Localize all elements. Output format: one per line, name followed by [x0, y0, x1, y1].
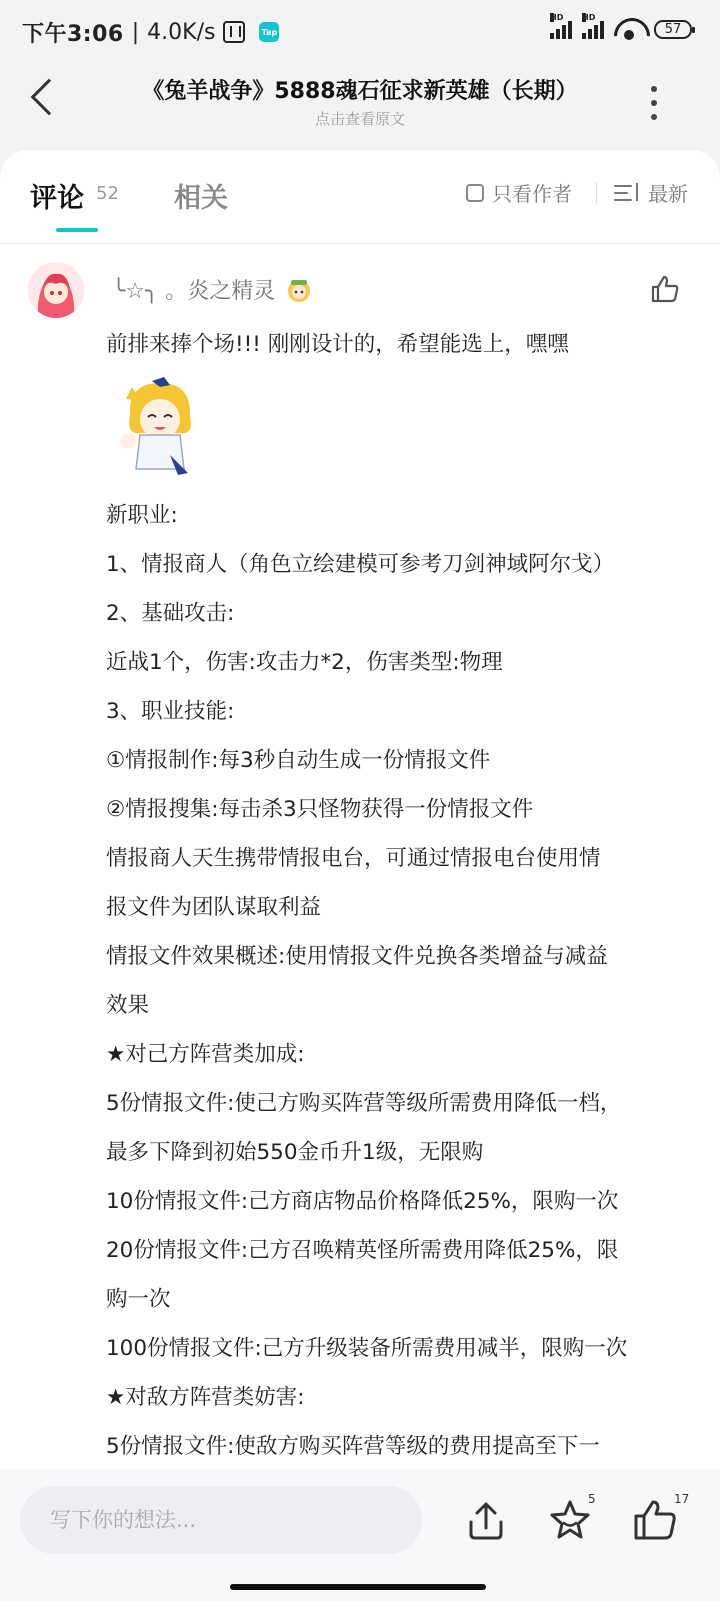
checkbox-icon — [466, 184, 484, 202]
hd-label: HD — [582, 13, 596, 22]
wifi-icon — [614, 18, 644, 40]
favorite-star-icon[interactable] — [546, 1496, 594, 1544]
like-count: 17 — [674, 1492, 690, 1506]
comment-line: 20份情报文件:己方召唤精英怪所需费用降低25%，限 — [106, 1238, 619, 1263]
status-left — [22, 17, 279, 48]
comment-line: 情报文件效果概述:使用情报文件兑换各类增益与减益 — [106, 944, 608, 969]
home-indicator — [230, 1584, 486, 1590]
sort-icon — [614, 183, 638, 203]
active-tab-indicator — [56, 228, 98, 232]
comment-line: 效果 — [106, 993, 150, 1018]
comment-line: ★对己方阵营类加成: — [106, 1042, 305, 1067]
comment-line: ②情报搜集:每击杀3只怪物获得一份情报文件 — [106, 797, 534, 822]
back-button[interactable] — [20, 74, 80, 134]
comment-line: 最多下降到初始550金币升1级，无限购 — [106, 1140, 484, 1165]
status-separator: | — [131, 19, 140, 45]
hd-label: HD — [550, 13, 564, 22]
tab-comments[interactable]: 评论 — [30, 183, 84, 214]
taptap-app-icon: Tap — [259, 22, 279, 42]
comment-line: 1、情报商人（角色立绘建模可参考刀剑神域阿尔戈） — [106, 552, 615, 577]
tab-bar — [0, 150, 720, 244]
author-only-label: 只看作者 — [492, 182, 572, 206]
comment-input[interactable] — [20, 1486, 422, 1554]
tab-related[interactable]: 相关 — [174, 183, 228, 214]
author-only-toggle[interactable] — [466, 178, 572, 207]
username: ╰☆╮ 。炎之精灵 — [112, 279, 276, 304]
share-icon[interactable] — [462, 1496, 510, 1544]
comment-line: 100份情报文件:己方升级装备所需费用减半，限购一次 — [106, 1336, 628, 1361]
sort-label: 最新 — [648, 182, 688, 206]
favorite-count: 5 — [588, 1492, 596, 1506]
comment-line: 3、职业技能: — [106, 699, 235, 724]
sticker-image — [110, 375, 210, 479]
divider — [596, 182, 597, 204]
signal-icon-1 — [550, 13, 572, 39]
comment-line: 情报商人天生携带情报电台，可通过情报电台使用情 — [106, 846, 601, 871]
comment-line: ①情报制作:每3秒自动生成一份情报文件 — [106, 748, 491, 773]
bottom-action-bar — [0, 1470, 720, 1601]
page-title[interactable]: 《兔羊战争》5888魂石征求新英雄（长期） — [142, 79, 578, 104]
comment-input-box[interactable] — [20, 1486, 422, 1554]
status-bar — [0, 0, 720, 64]
view-original-link[interactable]: 点击查看原文 — [314, 110, 405, 128]
comment-line: ★对敌方阵营类妨害: — [106, 1385, 305, 1410]
signal-icon-2 — [582, 13, 604, 39]
battery-icon: 57 — [654, 20, 692, 39]
comment-body — [106, 320, 696, 1471]
comment-line: 10份情报文件:己方商店物品价格降低25%，限购一次 — [106, 1189, 619, 1214]
status-right — [550, 13, 692, 40]
comment-line: 2、基础攻击: — [106, 601, 235, 626]
nfc-icon — [223, 21, 245, 43]
sort-button[interactable] — [614, 178, 688, 207]
network-speed: 4.0K/s — [147, 19, 216, 45]
avatar[interactable] — [28, 262, 84, 318]
comment-like-icon[interactable] — [650, 274, 680, 304]
back-arrow-icon — [31, 79, 68, 116]
comment-author[interactable] — [112, 274, 313, 305]
comment-line: 前排来捧个场!!! 刚刚设计的，希望能选上，嘿嘿 — [106, 332, 569, 357]
more-options-icon[interactable] — [646, 86, 662, 120]
comment-line: 购一次 — [106, 1287, 171, 1312]
comment-line: 报文件为团队谋取利益 — [106, 895, 322, 920]
comment-line: 5份情报文件:使己方购买阵营等级所需费用降低一档， — [106, 1091, 622, 1116]
comments-count: 52 — [96, 183, 119, 204]
title-bar — [0, 64, 720, 148]
comment-line: 近战1个，伤害:攻击力*2，伤害类型:物理 — [106, 650, 503, 675]
status-time: 下午3:06 — [22, 21, 124, 47]
badge-icon — [285, 276, 313, 304]
comment-line: 5份情报文件:使敌方购买阵营等级的费用提高至下一 — [106, 1434, 600, 1459]
comment-line: 新职业: — [106, 503, 178, 528]
like-icon[interactable] — [630, 1496, 678, 1544]
